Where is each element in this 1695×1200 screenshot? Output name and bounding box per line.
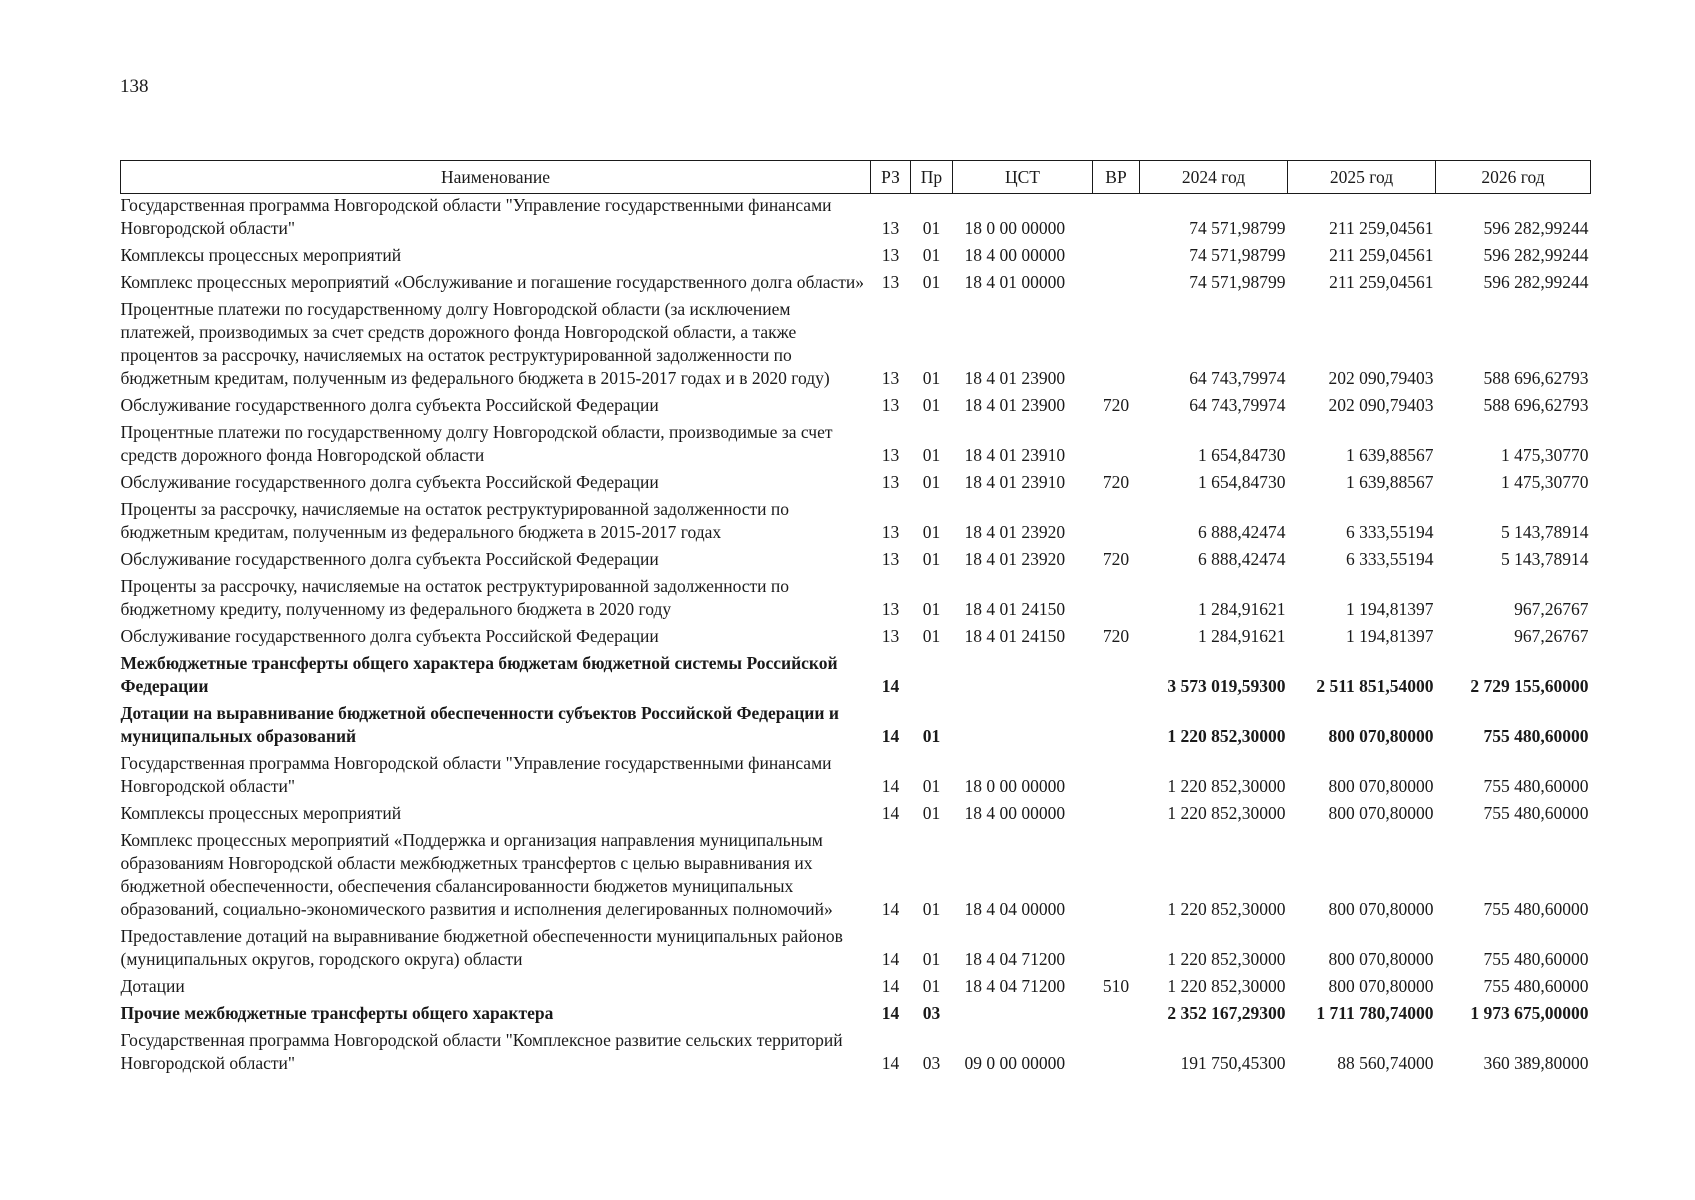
row-vr: 720 (1102, 549, 1130, 569)
row-vr: 720 (1102, 626, 1130, 646)
row-cst (953, 698, 1093, 748)
header-cst: ЦСТ (953, 161, 1093, 194)
row-2026: 1 475,30770 (1501, 445, 1589, 465)
row-rz: 14 (881, 949, 900, 969)
table-row (121, 417, 1591, 467)
row-2026: 360 389,80000 (1483, 1053, 1589, 1073)
row-name: Межбюджетные трансферты общего характера бюджетам бюджетной системы Российской Федерации (120, 653, 838, 696)
row-vr (1093, 571, 1140, 621)
row-2025: 800 070,80000 (1328, 726, 1434, 746)
row-2024: 1 654,84730 (1198, 472, 1286, 492)
row-2025: 2 511 851,54000 (1316, 676, 1434, 696)
row-name: Обслуживание государственного долга субъекта Российской Федерации (120, 395, 659, 415)
row-2026: 1 973 675,00000 (1470, 1003, 1589, 1023)
table-row (121, 494, 1591, 544)
header-rz: РЗ (871, 161, 911, 194)
row-rz: 13 (881, 549, 900, 569)
row-2024: 1 284,91621 (1198, 626, 1286, 646)
row-rz: 13 (881, 599, 900, 619)
row-rz: 14 (881, 803, 900, 823)
row-2024: 2 352 167,29300 (1167, 1003, 1286, 1023)
row-2026: 2 729 155,60000 (1470, 676, 1589, 696)
row-name: Государственная программа Новгородской области "Управление государственными финансами Новгородской области" (120, 753, 832, 796)
row-2025: 1 639,88567 (1346, 445, 1434, 465)
header-2024: 2024 год (1140, 161, 1288, 194)
row-vr (1093, 921, 1140, 971)
row-name: Процентные платежи по государственному долгу Новгородской области (за исключением платежей, производимых за счет средств дорожного фонда Новгородской области, а также процентов за рассрочку, начисляемых на остаток реструктурированной задолженности по бюджетным кредитам, полученным из федерального бюджета в 2015-2017 годах и в 2020 году) (120, 299, 830, 388)
table-row (121, 621, 1591, 648)
row-pr: 01 (922, 549, 941, 569)
row-2026: 755 480,60000 (1483, 803, 1589, 823)
row-pr: 01 (922, 949, 941, 969)
row-pr: 01 (922, 599, 941, 619)
row-vr (1093, 698, 1140, 748)
table-row (121, 748, 1591, 798)
row-vr (1093, 240, 1140, 267)
row-rz: 13 (881, 272, 900, 292)
row-2025: 1 639,88567 (1346, 472, 1434, 492)
row-cst: 18 4 01 23920 (964, 549, 1066, 569)
table-row (121, 1025, 1591, 1075)
row-2025: 202 090,79403 (1328, 395, 1434, 415)
row-cst: 18 0 00 00000 (964, 776, 1066, 796)
row-2025: 211 259,04561 (1329, 272, 1434, 292)
row-2025: 1 194,81397 (1346, 626, 1434, 646)
row-rz: 14 (881, 976, 900, 996)
row-2026: 588 696,62793 (1483, 395, 1589, 415)
row-2026: 596 282,99244 (1483, 245, 1589, 265)
row-cst: 18 4 01 24150 (964, 599, 1066, 619)
row-cst: 18 4 01 23920 (964, 522, 1066, 542)
row-2025: 800 070,80000 (1328, 776, 1434, 796)
row-2024: 74 571,98799 (1189, 272, 1286, 292)
table-row (121, 240, 1591, 267)
row-name: Комплекс процессных мероприятий «Обслуживание и погашение государственного долга области» (120, 272, 865, 292)
row-cst: 18 4 01 23910 (964, 445, 1066, 465)
row-rz: 14 (881, 676, 900, 696)
row-cst: 18 4 00 00000 (964, 245, 1066, 265)
row-pr: 01 (922, 626, 941, 646)
table-row (121, 825, 1591, 921)
header-2026: 2026 год (1436, 161, 1591, 194)
row-pr: 01 (922, 976, 941, 996)
row-rz: 14 (881, 776, 900, 796)
row-2026: 1 475,30770 (1501, 472, 1589, 492)
table-row (121, 544, 1591, 571)
row-pr: 01 (922, 445, 941, 465)
table-row (121, 798, 1591, 825)
row-2025: 6 333,55194 (1346, 549, 1434, 569)
row-2024: 191 750,45300 (1180, 1053, 1286, 1073)
row-rz: 13 (881, 445, 900, 465)
row-rz: 14 (881, 1053, 900, 1073)
row-2024: 6 888,42474 (1198, 522, 1286, 542)
row-2026: 755 480,60000 (1483, 899, 1589, 919)
row-vr (1093, 648, 1140, 698)
row-pr: 03 (922, 1053, 941, 1073)
row-2026: 755 480,60000 (1483, 949, 1589, 969)
row-name: Комплексы процессных мероприятий (120, 803, 402, 823)
row-2025: 800 070,80000 (1328, 976, 1434, 996)
header-name: Наименование (121, 161, 871, 194)
row-cst (953, 998, 1093, 1025)
table-row (121, 571, 1591, 621)
row-cst: 18 4 04 71200 (964, 976, 1066, 996)
row-2025: 800 070,80000 (1328, 949, 1434, 969)
row-vr (1093, 748, 1140, 798)
row-2024: 64 743,79974 (1189, 368, 1286, 388)
row-rz: 13 (881, 245, 900, 265)
row-pr: 01 (922, 218, 941, 238)
row-name: Дотации на выравнивание бюджетной обеспеченности субъектов Российской Федерации и муниципальных образований (120, 703, 839, 746)
row-rz: 13 (881, 626, 900, 646)
row-pr (911, 648, 953, 698)
row-pr: 03 (922, 1003, 941, 1023)
table-row (121, 467, 1591, 494)
row-name: Комплекс процессных мероприятий «Поддержка и организация направления муниципальным образованиям Новгородской области межбюджетных трансфертов с целью выравнивания их бюджетной обеспеченности, обеспечения сбалансированности бюджетов муниципальных образований, социально-экономического развития и исполнения делегированных полномочий» (120, 830, 833, 919)
row-2026: 755 480,60000 (1483, 776, 1589, 796)
table-row (121, 921, 1591, 971)
row-2024: 6 888,42474 (1198, 549, 1286, 569)
table-row (121, 998, 1591, 1025)
row-2025: 6 333,55194 (1346, 522, 1434, 542)
row-rz: 13 (881, 395, 900, 415)
row-name: Предоставление дотаций на выравнивание бюджетной обеспеченности муниципальных районов (муниципальных округов, городского округа) области (120, 926, 843, 969)
header-2025: 2025 год (1288, 161, 1436, 194)
row-cst: 09 0 00 00000 (964, 1053, 1066, 1073)
table-row (121, 390, 1591, 417)
row-name: Обслуживание государственного долга субъекта Российской Федерации (120, 626, 659, 646)
row-vr (1093, 1025, 1140, 1075)
row-cst: 18 4 01 23910 (964, 472, 1066, 492)
row-vr (1093, 798, 1140, 825)
row-2024: 1 220 852,30000 (1167, 726, 1286, 746)
table-row (121, 294, 1591, 390)
row-name: Государственная программа Новгородской области "Комплексное развитие сельских территорий Новгородской области" (120, 1030, 843, 1073)
row-rz: 14 (881, 899, 900, 919)
row-vr (1093, 998, 1140, 1025)
row-rz: 14 (881, 726, 900, 746)
row-vr (1093, 494, 1140, 544)
row-2024: 1 220 852,30000 (1167, 976, 1286, 996)
row-cst: 18 4 01 23900 (964, 395, 1066, 415)
row-2024: 1 220 852,30000 (1167, 899, 1286, 919)
row-rz: 13 (881, 218, 900, 238)
row-2026: 755 480,60000 (1483, 976, 1589, 996)
row-2024: 3 573 019,59300 (1167, 676, 1286, 696)
row-2024: 1 654,84730 (1198, 445, 1286, 465)
row-pr: 01 (922, 472, 941, 492)
row-2026: 596 282,99244 (1483, 272, 1589, 292)
row-2025: 202 090,79403 (1328, 368, 1434, 388)
row-name: Комплексы процессных мероприятий (120, 245, 402, 265)
row-2024: 1 284,91621 (1198, 599, 1286, 619)
row-2024: 64 743,79974 (1189, 395, 1286, 415)
row-2026: 588 696,62793 (1483, 368, 1589, 388)
row-cst: 18 4 01 00000 (964, 272, 1066, 292)
row-2024: 1 220 852,30000 (1167, 776, 1286, 796)
row-2026: 967,26767 (1514, 626, 1589, 646)
row-2025: 800 070,80000 (1328, 899, 1434, 919)
row-2025: 211 259,04561 (1329, 218, 1434, 238)
row-vr (1093, 825, 1140, 921)
row-cst: 18 4 04 00000 (964, 899, 1066, 919)
row-pr: 01 (922, 272, 941, 292)
row-2026: 5 143,78914 (1501, 549, 1589, 569)
row-pr: 01 (922, 395, 941, 415)
row-pr: 01 (922, 245, 941, 265)
row-2025: 88 560,74000 (1337, 1053, 1434, 1073)
row-2026: 755 480,60000 (1483, 726, 1589, 746)
table-row (121, 698, 1591, 748)
row-pr: 01 (922, 368, 941, 388)
row-cst: 18 4 00 00000 (964, 803, 1066, 823)
header-pr: Пр (911, 161, 953, 194)
row-2025: 211 259,04561 (1329, 245, 1434, 265)
table-row (121, 971, 1591, 998)
row-2025: 1 194,81397 (1346, 599, 1434, 619)
row-vr: 720 (1102, 395, 1130, 415)
row-pr: 01 (922, 776, 941, 796)
row-cst: 18 4 04 71200 (964, 949, 1066, 969)
row-name: Проценты за рассрочку, начисляемые на остаток реструктурированной задолженности по бюджетным кредитам, полученным из федерального бюджета в 2015-2017 годах (120, 499, 790, 542)
row-2026: 596 282,99244 (1483, 218, 1589, 238)
table-row (121, 194, 1591, 241)
row-pr: 01 (922, 726, 941, 746)
row-2026: 967,26767 (1514, 599, 1589, 619)
row-cst: 18 0 00 00000 (964, 218, 1066, 238)
table-row (121, 648, 1591, 698)
row-cst (953, 648, 1093, 698)
row-pr: 01 (922, 899, 941, 919)
budget-table (120, 160, 1591, 1075)
row-pr: 01 (922, 522, 941, 542)
row-2025: 1 711 780,74000 (1316, 1003, 1434, 1023)
row-vr (1093, 294, 1140, 390)
row-2024: 74 571,98799 (1189, 218, 1286, 238)
row-name: Обслуживание государственного долга субъекта Российской Федерации (120, 472, 659, 492)
row-name: Процентные платежи по государственному долгу Новгородской области, производимые за счет средств дорожного фонда Новгородской области (120, 422, 833, 465)
row-name: Прочие межбюджетные трансферты общего характера (120, 1003, 554, 1023)
row-name: Проценты за рассрочку, начисляемые на остаток реструктурированной задолженности по бюджетному кредиту, полученному из федерального бюджета в 2020 году (120, 576, 790, 619)
page-number: 138 (120, 76, 149, 97)
row-vr: 720 (1102, 472, 1130, 492)
row-vr (1093, 267, 1140, 294)
table-header-row (121, 161, 1591, 194)
row-cst: 18 4 01 23900 (964, 368, 1066, 388)
table-row (121, 267, 1591, 294)
row-rz: 14 (881, 1003, 900, 1023)
row-name: Обслуживание государственного долга субъекта Российской Федерации (120, 549, 659, 569)
row-vr (1093, 194, 1140, 241)
row-2024: 1 220 852,30000 (1167, 803, 1286, 823)
row-rz: 13 (881, 368, 900, 388)
row-vr: 510 (1102, 976, 1130, 996)
row-name: Государственная программа Новгородской области "Управление государственными финансами Новгородской области" (120, 195, 832, 238)
table-body (121, 194, 1591, 1076)
row-rz: 13 (881, 522, 900, 542)
row-rz: 13 (881, 472, 900, 492)
header-vr: ВР (1093, 161, 1140, 194)
row-2026: 5 143,78914 (1501, 522, 1589, 542)
row-pr: 01 (922, 803, 941, 823)
row-2025: 800 070,80000 (1328, 803, 1434, 823)
row-2024: 1 220 852,30000 (1167, 949, 1286, 969)
row-cst: 18 4 01 24150 (964, 626, 1066, 646)
budget-table-container (120, 160, 1590, 1075)
row-2024: 74 571,98799 (1189, 245, 1286, 265)
row-name: Дотации (120, 976, 185, 996)
row-vr (1093, 417, 1140, 467)
